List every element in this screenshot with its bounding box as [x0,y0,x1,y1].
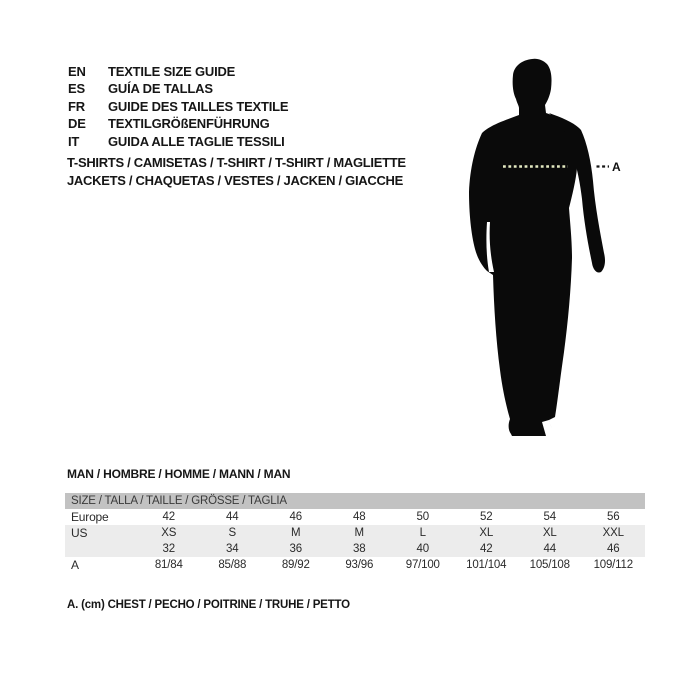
table-row-europe [65,509,645,525]
table-header-row [65,493,645,509]
size-value: 97/100 [405,559,440,571]
row-label: US [65,525,137,541]
lang-label: GUÍA DE TALLAS [108,81,213,97]
row-label [65,541,137,557]
measurement-figure [450,50,625,445]
size-value: 93/96 [345,559,374,571]
table-header: SIZE / TALLA / TAILLE / GRÖSSE / TAGLIA [65,493,645,509]
size-value: 34 [201,541,265,557]
size-value: M [264,525,328,541]
size-value: 105/108 [529,559,570,571]
lang-code: IT [68,133,80,149]
man-silhouette-svg [450,50,625,445]
size-value: 81/84 [154,559,183,571]
table-row-chest [65,557,645,573]
lang-label: TEXTILE SIZE GUIDE [108,64,236,79]
size-value: XL [518,525,582,541]
size-value: 36 [264,541,328,557]
size-value: 101/104 [466,559,507,571]
size-value: 40 [391,541,455,557]
lang-code: FR [68,98,85,114]
size-value: 54 [543,511,556,523]
lang-label: GUIDA ALLE TAGLIE TESSILI [108,133,285,149]
table-row-us-numeric [65,541,645,557]
size-value: XL [455,525,519,541]
lang-label: TEXTILGRÖßENFÜHRUNG [108,116,270,132]
size-value: S [201,525,265,541]
size-value: XXL [582,525,646,541]
measure-label-a: A [612,160,621,174]
lang-code: DE [68,116,86,132]
size-value: XS [137,525,201,541]
size-value: L [391,525,455,541]
size-value: 38 [328,541,392,557]
product-type-heading [67,154,406,190]
size-value: 46 [289,511,302,523]
row-label: Europe [71,510,109,524]
lang-row-en [68,63,288,80]
lang-row-es [68,80,288,97]
product-line-jackets: JACKETS / CHAQUETAS / VESTES / JACKEN / GIACCHE [67,173,403,188]
size-value: 50 [416,511,429,523]
size-value: 109/112 [593,559,633,571]
section-title: MAN / HOMBRE / HOMME / MANN / MAN [67,467,291,481]
lang-code: EN [68,64,86,79]
measurement-footnote: A. (cm) CHEST / PECHO / POITRINE / TRUHE / PETTO [67,599,350,611]
size-value: 32 [137,541,201,557]
size-value: 89/92 [281,559,310,571]
table-row-us [65,525,645,541]
lang-row-de [68,115,288,132]
language-legend [68,63,288,150]
size-value: 52 [480,511,493,523]
size-value: 85/88 [218,559,247,571]
man-silhouette [469,59,581,436]
size-value: 42 [455,541,519,557]
size-value: 44 [518,541,582,557]
lang-row-fr [68,98,288,115]
size-value: 56 [607,511,620,523]
row-label: A [71,558,79,572]
size-value: 42 [162,511,175,523]
lang-code: ES [68,81,85,97]
size-value: M [328,525,392,541]
size-value: 48 [353,511,366,523]
lang-row-it [68,133,288,150]
product-line-tshirts: T-SHIRTS / CAMISETAS / T-SHIRT / T-SHIRT / MAGLIETTE [67,155,406,170]
size-value: 44 [226,511,239,523]
lang-label: GUIDE DES TAILLES TEXTILE [108,98,289,114]
size-value: 46 [582,541,646,557]
size-table [65,493,645,573]
